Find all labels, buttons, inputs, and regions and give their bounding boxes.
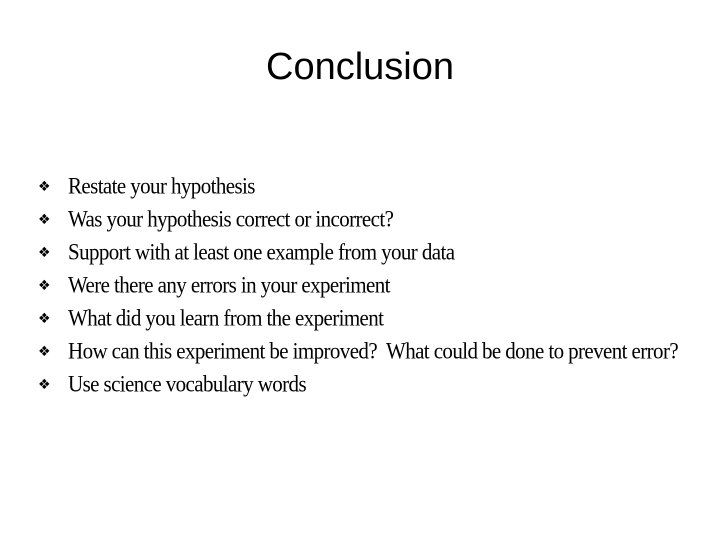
bullet-list	[38, 170, 678, 401]
list-item	[38, 203, 678, 236]
list-item	[38, 368, 678, 401]
bullet-text: What did you learn from the experiment	[68, 305, 384, 331]
list-item	[38, 236, 678, 269]
list-item	[38, 335, 678, 368]
diamond-bullet-icon: ❖	[38, 211, 51, 228]
list-item	[38, 302, 678, 335]
list-item	[38, 269, 678, 302]
diamond-bullet-icon: ❖	[38, 277, 51, 294]
diamond-bullet-icon: ❖	[38, 178, 51, 195]
diamond-bullet-icon: ❖	[38, 244, 51, 261]
list-item	[38, 170, 678, 203]
diamond-bullet-icon: ❖	[38, 310, 51, 327]
bullet-text: Use science vocabulary words	[68, 371, 307, 397]
diamond-bullet-icon: ❖	[38, 376, 51, 393]
bullet-text: Were there any errors in your experiment	[68, 272, 390, 298]
bullet-text: Restate your hypothesis	[68, 173, 255, 199]
bullet-text: How can this experiment be improved? What could be done to prevent error?	[68, 338, 679, 364]
bullet-text: Was your hypothesis correct or incorrect?	[68, 206, 394, 232]
diamond-bullet-icon: ❖	[38, 343, 51, 360]
bullet-text: Support with at least one example from your data	[68, 239, 455, 265]
slide-title: Conclusion	[266, 46, 454, 88]
